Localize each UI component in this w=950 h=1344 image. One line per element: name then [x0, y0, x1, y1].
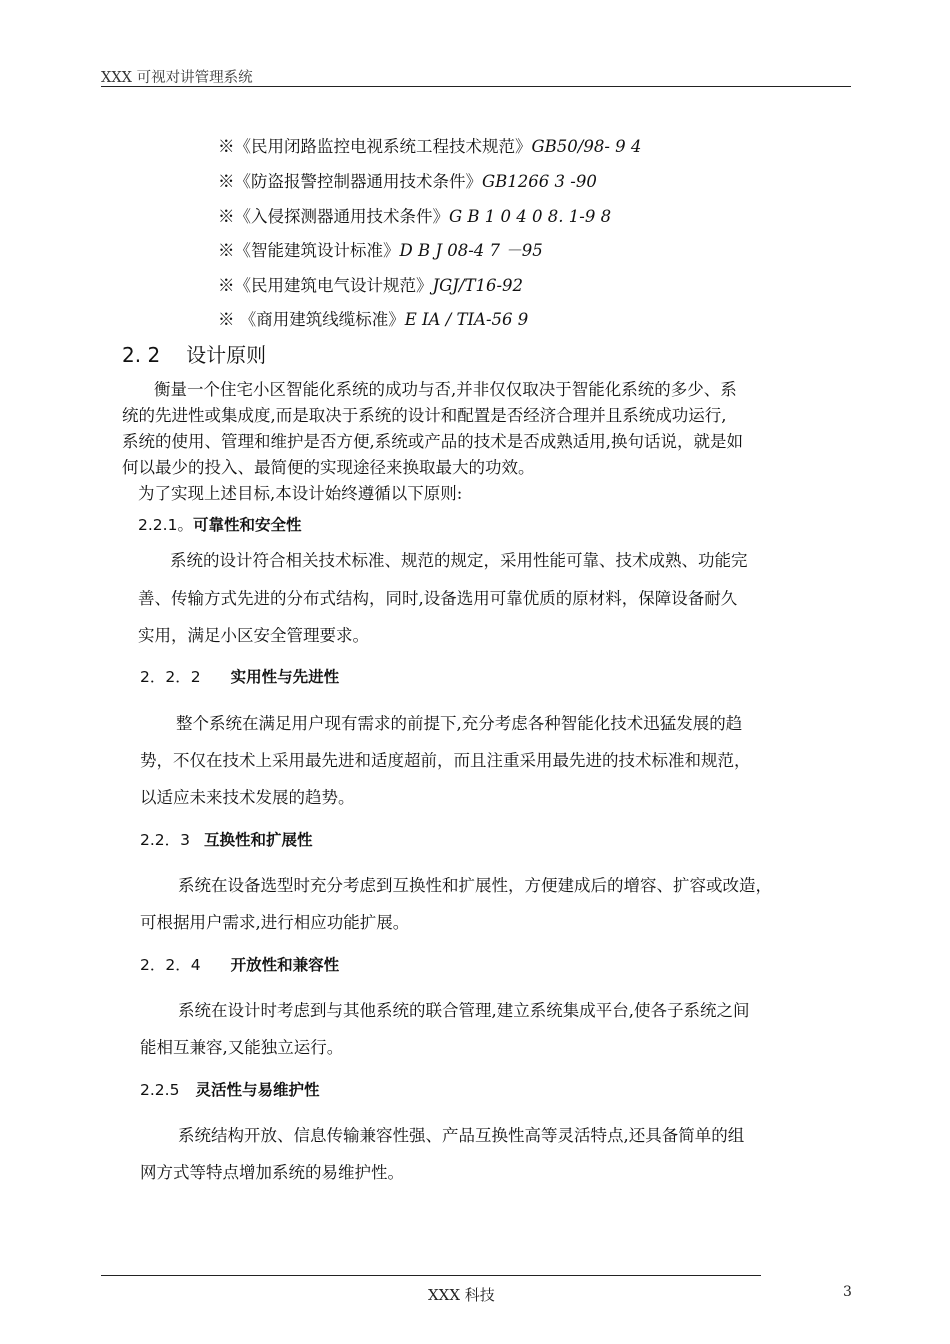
section-heading	[122, 339, 266, 368]
paragraph-line: 系统的设计符合相关技术标准、规范的规定，采用性能可靠、技术成熟、功能完	[170, 551, 748, 570]
section-title: 设计原则	[186, 343, 267, 367]
paragraph-line: 衡量一个住宅小区智能化系统的成功与否,并非仅仅取决于智能化系统的多少、系	[154, 380, 737, 399]
paragraph-line: 系统在设备选型时充分考虑到互换性和扩展性，方便建成后的增容、扩容或改造，	[178, 876, 772, 895]
reference-item	[218, 133, 641, 157]
reference-code: G B 1 0 4 0 8. 1-9 8	[449, 207, 612, 226]
footer-divider	[101, 1275, 761, 1276]
reference-item	[218, 272, 523, 296]
bullet-mark: ※	[218, 276, 235, 295]
subsection-title: 可靠性和安全性	[192, 516, 302, 534]
paragraph-line: 网方式等特点增加系统的易维护性。	[140, 1163, 404, 1182]
subsection-number: 2．2．2	[140, 668, 201, 686]
bullet-mark: ※	[218, 137, 235, 156]
page-header-title: XXX 可视对讲管理系统	[101, 70, 253, 86]
reference-code: E IA / TIA-56 9	[404, 310, 529, 329]
paragraph-line: 系统结构开放、信息传输兼容性强、产品互换性高等灵活特点,还具备简单的组	[178, 1126, 745, 1145]
reference-code: JGJ/T16-92	[432, 276, 524, 295]
subsection-title: 开放性和兼容性	[230, 956, 340, 974]
header-divider	[101, 86, 851, 87]
subsection-heading	[138, 513, 301, 535]
bullet-mark: ※	[218, 207, 235, 226]
paragraph-line: 整个系统在满足用户现有需求的前提下,充分考虑各种智能化技术迅猛发展的趋	[176, 714, 743, 733]
subsection-heading	[140, 665, 339, 687]
reference-title: 《入侵探测器通用技术条件》	[234, 207, 449, 226]
bullet-mark: ※	[218, 310, 240, 329]
reference-title: 《智能建筑设计标准》	[234, 241, 400, 260]
subsection-number: 2.2.1。	[138, 516, 193, 534]
reference-item	[218, 237, 543, 261]
reference-item	[218, 306, 528, 330]
reference-title: 《防盗报警控制器通用技术条件》	[234, 172, 482, 191]
paragraph-line: 系统的使用、管理和维护是否方便,系统或产品的技术是否成熟适用,换句话说，就是如	[122, 432, 743, 451]
paragraph-line: 系统在设计时考虑到与其他系统的联合管理,建立系统集成平台,使各子系统之间	[178, 1001, 750, 1020]
paragraph-line: 实用，满足小区安全管理要求。	[138, 626, 369, 645]
subsection-heading	[140, 828, 313, 850]
footer-company: XXX 科技	[428, 1286, 495, 1304]
bullet-mark: ※	[218, 241, 235, 260]
paragraph-line: 势，不仅在技术上采用最先进和适度超前，而且注重采用最先进的技术标准和规范，	[140, 751, 751, 770]
section-number: 2. 2	[122, 343, 161, 367]
subsection-heading	[140, 1078, 319, 1100]
reference-title: 《民用闭路监控电视系统工程技术规范》	[234, 137, 532, 156]
subsection-heading	[140, 953, 339, 975]
subsection-title: 实用性与先进性	[230, 668, 340, 686]
paragraph-line: 能相互兼容,又能独立运行。	[140, 1038, 344, 1057]
bullet-mark: ※	[218, 172, 235, 191]
page-number: 3	[843, 1284, 852, 1300]
subsection-number: 2.2．3	[140, 831, 191, 849]
reference-title: 《商用建筑线缆标准》	[239, 310, 405, 329]
paragraph-line: 可根据用户需求,进行相应功能扩展。	[140, 913, 410, 932]
reference-code: D B J 08-4 7 －95	[399, 241, 543, 260]
paragraph-line: 善、传输方式先进的分布式结构，同时,设备选用可靠优质的原材料，保障设备耐久	[138, 589, 738, 608]
reference-item	[218, 168, 597, 192]
reference-title: 《民用建筑电气设计规范》	[234, 276, 433, 295]
paragraph-line: 以适应未来技术发展的趋势。	[140, 788, 355, 807]
subsection-title: 互换性和扩展性	[204, 831, 313, 849]
paragraph-line: 统的先进性或集成度,而是取决于系统的设计和配置是否经济合理并且系统成功运行,	[122, 406, 727, 425]
subsection-number: 2.2.5	[140, 1081, 180, 1099]
reference-item	[218, 203, 611, 227]
reference-code: GB1266 3 -90	[482, 172, 597, 191]
subsection-title: 灵活性与易维护性	[195, 1081, 320, 1099]
paragraph-line: 何以最少的投入、最简便的实现途径来换取最大的功效。	[122, 458, 535, 477]
paragraph-line: 为了实现上述目标,本设计始终遵循以下原则:	[138, 484, 463, 503]
subsection-number: 2．2．4	[140, 956, 201, 974]
reference-code: GB50/98- 9 4	[531, 137, 642, 156]
